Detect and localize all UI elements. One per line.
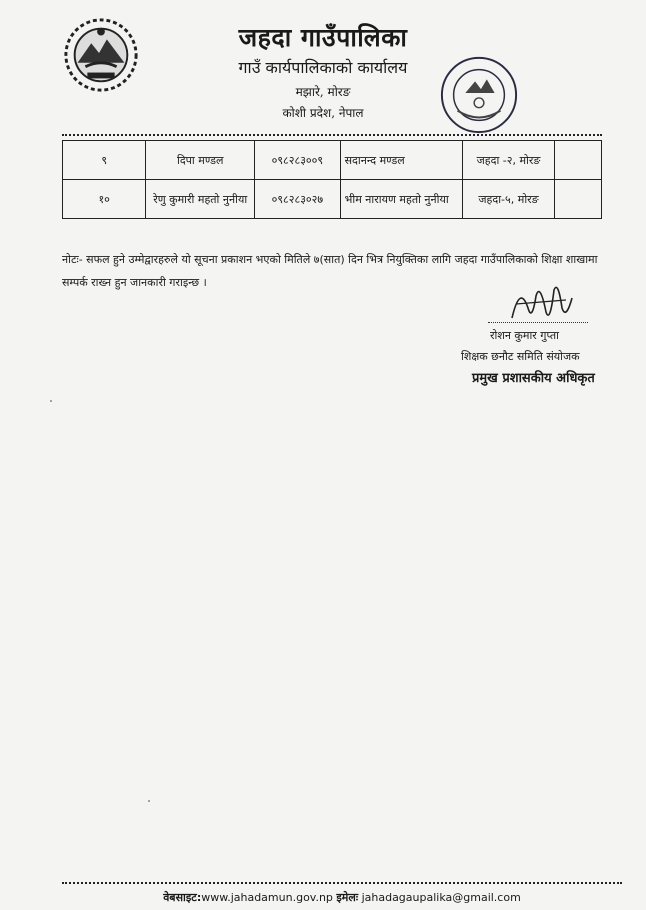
office-title: गाउँ कार्यपालिकाको कार्यालय: [238, 58, 408, 77]
handwritten-signature: [506, 278, 578, 328]
signatory-role: शिक्षक छनौट समिति संयोजक: [461, 350, 580, 363]
scan-speck: [148, 800, 150, 802]
email-label: इमेलः: [336, 891, 359, 904]
name-cell: रेणु कुमारी महतो नुनीया: [146, 180, 255, 219]
address-cell: जहदा -२, मोरङ: [462, 141, 554, 180]
office-province: कोशी प्रदेश, नेपाल: [282, 106, 364, 120]
table-row: [63, 141, 602, 180]
municipality-title: जहदा गाउँपालिका: [238, 23, 408, 52]
name-cell: दिपा मण्डल: [146, 141, 255, 180]
office-location: मझारे, मोरङ: [295, 85, 351, 99]
serial-cell: १०: [63, 180, 146, 219]
phone-cell: ०९८२८३०२७: [255, 180, 341, 219]
website-label: वेबसाइट:: [163, 891, 202, 904]
signatory-office: प्रमुख प्रशासकीय अधिकृत: [472, 371, 595, 386]
email-link[interactable]: jahadagaupalika@gmail.com: [361, 891, 521, 904]
candidates-table: [62, 140, 602, 219]
parent-cell: भीम नारायण महतो नुनीया: [340, 180, 462, 219]
header-divider: [62, 134, 602, 136]
phone-cell: ०९८२८३००९: [255, 141, 341, 180]
address-cell: जहदा-५, मोरङ: [462, 180, 554, 219]
parent-cell: सदानन्द मण्डल: [340, 141, 462, 180]
footer-divider: [62, 882, 622, 884]
notice-text: नोटः- सफल हुने उम्मेद्वारहरुले यो सूचना प्रकाशन भएको मितिले ७(सात) दिन भित्र नियुक्तिका लागि जहदा गाउँपालिकाको शिक्षा शाखामा सम्पर्क राख्न हुन जानकारी गराइन्छ ।: [62, 253, 598, 289]
signature-line: [488, 322, 588, 323]
blank-cell: [555, 141, 602, 180]
footer-contact: [62, 890, 622, 905]
website-link[interactable]: www.jahadamun.gov.np: [201, 891, 333, 904]
serial-cell: ९: [63, 141, 146, 180]
table-row: [63, 180, 602, 219]
blank-cell: [555, 180, 602, 219]
scan-speck: [50, 400, 52, 402]
signatory-name: रोशन कुमार गुप्ता: [490, 329, 559, 342]
